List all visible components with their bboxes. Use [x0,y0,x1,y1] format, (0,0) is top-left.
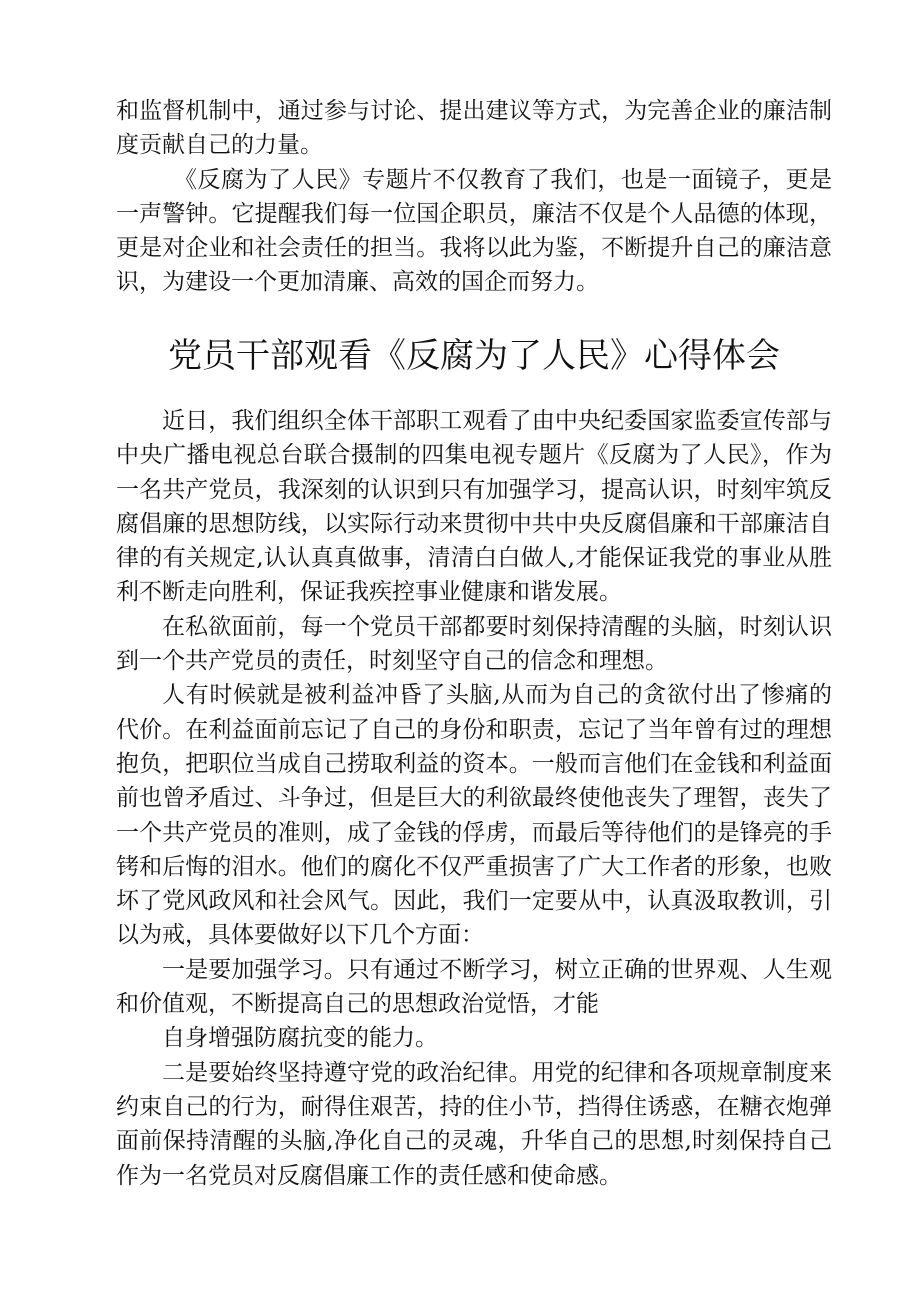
paragraph-mirror-warning: 《反腐为了人民》专题片不仅教育了我们，也是一面镜子，更是一声警钟。它提醒我们每一位国企职员，廉洁不仅是个人品德的体现，更是对企业和社会责任的担当。我将以此为鉴，不断提升自己的廉洁意识，为建设一个更加清廉、高效的国企而努力。 [116,166,832,296]
section-1-body [116,94,832,300]
paragraph-point-one: 一是要加强学习。只有通过不断学习，树立正确的世界观、人生观和价值观，不断提高自己的思想政治觉悟，才能 [116,956,832,1018]
article-title: 党员干部观看《反腐为了人民》心得体会 [168,336,780,376]
paragraph-point-two: 二是要始终坚持遵守党的政治纪律。用党的纪律和各项规章制度来约束自己的行为，耐得住艰苦，持的住小节，挡得住诱惑，在糖衣炮弹面前保持清醒的头脑,净化自己的灵魂，升华自己的思想,时刻保持自己作为一名党员对反腐倡廉工作的责任感和使命感。 [116,1059,832,1189]
section-2-body [116,404,832,1193]
paragraph-selfish-desire: 在私欲面前，每一个党员干部都要时刻保持清醒的头脑，时刻认识到一个共产党员的责任，时刻坚守自己的信念和理想。 [116,613,832,675]
paragraph-interest-lesson: 人有时候就是被利益冲昏了头脑,从而为自己的贪欲付出了惨痛的代价。在利益面前忘记了自己的身份和职责，忘记了当年曾有过的理想抱负，把职位当成自己捞取利益的资本。一般而言他们在金钱和利益面前也曾矛盾过、斗争过，但是巨大的利欲最终使他丧失了理智，丧失了一个共产党员的准则，成了金钱的俘虏，而最后等待他们的是锋亮的手铐和后悔的泪水。他们的腐化不仅严重损害了广大工作者的形象，也败坏了党风政风和社会风气。因此，我们一定要从中，认真汲取教训，引以为戒，具体要做好以下几个方面： [116,682,832,949]
paragraph-continuation: 和监督机制中，通过参与讨论、提出建议等方式，为完善企业的廉洁制度贡献自己的力量。 [116,98,832,159]
paragraph-point-one-cont: 自身增强防腐抗变的能力。 [162,1025,438,1052]
paragraph-intro: 近日，我们组织全体干部职工观看了由中央纪委国家监委宣传部与中央广播电视总台联合摄制的四集电视专题片《反腐为了人民》，作为一名共产党员，我深刻的认识到只有加强学习，提高认识，时刻牢筑反腐倡廉的思想防线，以实际行动来贯彻中共中央反腐倡廉和干部廉洁自律的有关规定,认认真真做事，清清白白做人,才能保证我党的事业从胜利不断走向胜利，保证我疾控事业健康和谐发展。 [116,408,832,606]
